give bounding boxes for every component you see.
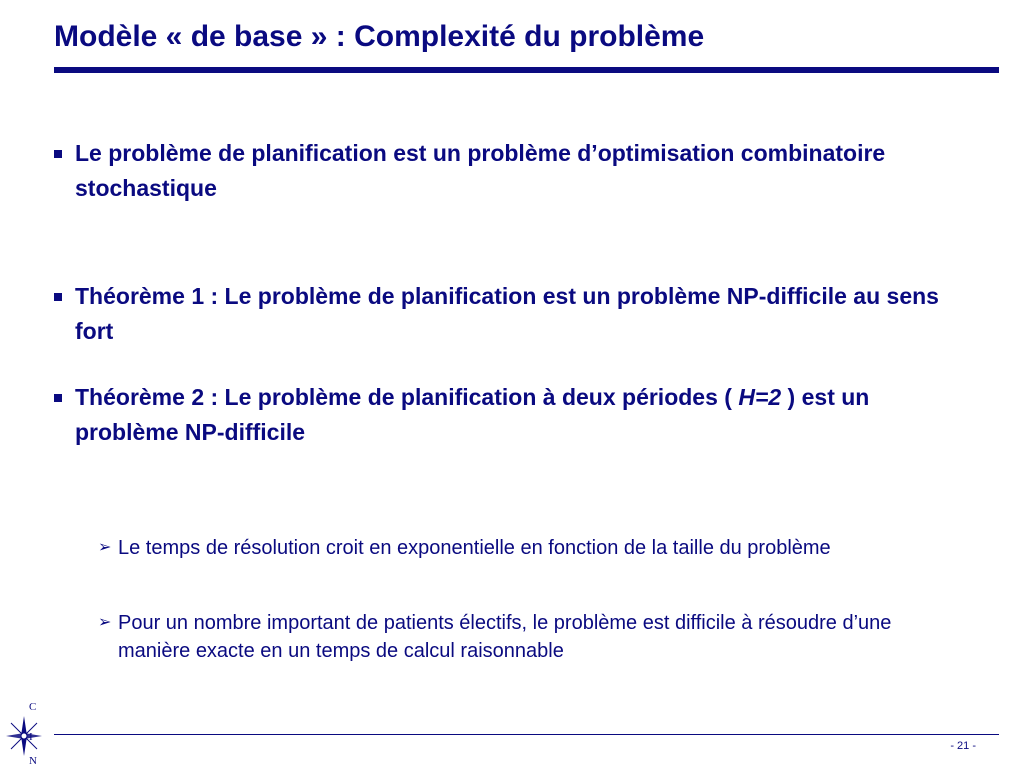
- square-bullet-icon: [54, 150, 62, 158]
- bullet-text: [75, 380, 954, 450]
- sub-bullet-item-1: [98, 534, 958, 562]
- page-number: - 21 -: [950, 740, 976, 752]
- arrow-bullet-icon: ➢: [98, 539, 112, 556]
- slide-title: Modèle « de base » : Complexité du problème: [54, 20, 705, 53]
- svg-text:C: C: [29, 701, 37, 713]
- bullet-text-part: Théorème 2 : Le problème de planification à deux périodes (: [75, 384, 739, 410]
- bullet-text: Le problème de planification est un problème d’optimisation combinatoire stochastique: [75, 140, 886, 201]
- footer-divider: [54, 734, 999, 735]
- square-bullet-icon: [54, 293, 62, 301]
- bullet-item-1: [54, 136, 954, 206]
- bullet-text-italic: H=2: [738, 384, 782, 410]
- bullet-item-3: [54, 380, 954, 450]
- sub-bullet-text: Le temps de résolution croit en exponentielle en fonction de la taille du problème: [118, 537, 831, 559]
- bullet-text-part: ) est un problème NP-difficile: [75, 384, 870, 445]
- square-bullet-icon: [54, 394, 62, 402]
- sub-bullet-text: Pour un nombre important de patients électifs, le problème est difficile à résoudre d’une manière exacte en un temps de calcul raisonnable: [118, 612, 892, 662]
- svg-text:N: N: [29, 755, 37, 766]
- bullet-item-2: [54, 279, 954, 349]
- title-underline: [54, 67, 999, 73]
- sub-bullet-item-2: [98, 609, 958, 665]
- arrow-bullet-icon: ➢: [98, 614, 112, 631]
- compass-logo: [2, 696, 48, 766]
- bullet-text: Théorème 1 : Le problème de planification est un problème NP-difficile au sens fort: [75, 283, 939, 344]
